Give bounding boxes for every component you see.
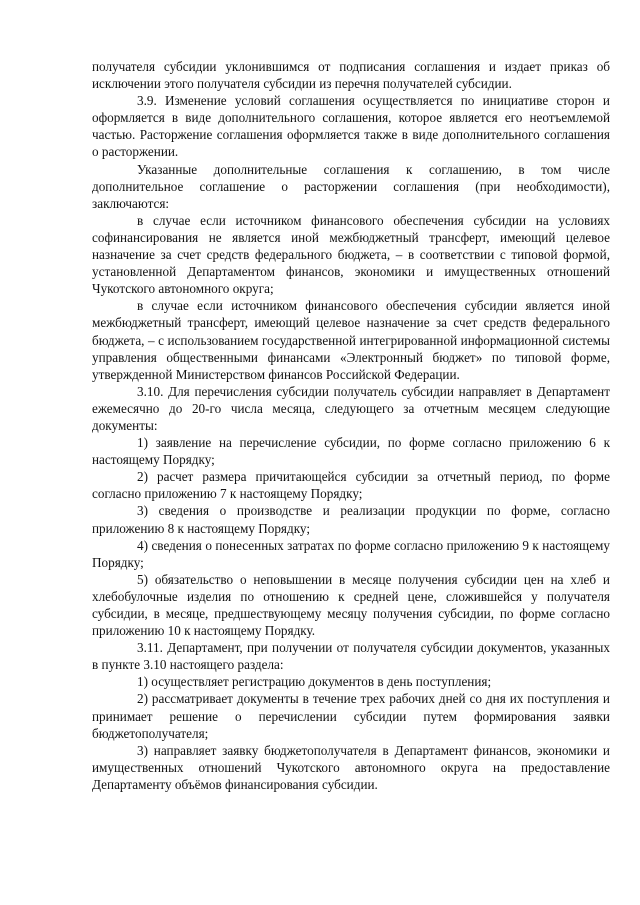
paragraph-case-transfer: в случае если источником финансового обеспечения субсидии является иной межбюджетный трансферт, имеющий целевое назначение за счет средств федерального бюджета, – с использованием государственной интегрированной информационной системы управления общественными финансами «Электронный бюджет» по типовой форме, утвержденной Министерством финансов Российской Федерации.: [92, 298, 610, 382]
paragraph-continuation: получателя субсидии уклонившимся от подписания соглашения и издает приказ об исключении этого получателя субсидии из перечня получателей субсидии.: [92, 59, 610, 92]
list-item-3-10-2: 2) расчет размера причитающейся субсидии за отчетный период, по форме согласно приложению 7 к настоящему Порядку;: [92, 469, 610, 502]
list-item-3-10-4: 4) сведения о понесенных затратах по форме согласно приложению 9 к настоящему Порядку;: [92, 537, 610, 570]
paragraph-additional-agreements: Указанные дополнительные соглашения к соглашению, в том числе дополнительное соглашение о расторжении соглашения (при необходимости), заключаются:: [92, 161, 610, 211]
list-item-3-11-1: 1) осуществляет регистрацию документов в день поступления;: [137, 674, 492, 690]
document-page: [92, 58, 610, 793]
paragraph-3-10: 3.10. Для перечисления субсидии получатель субсидии направляет в Департамент ежемесячно до 20-го числа месяца, следующего за отчетным месяцем следующие документы:: [92, 383, 610, 433]
list-item-3-11-3: 3) направляет заявку бюджетополучателя в Департамент финансов, экономики и имущественных отношений Чукотского автономного округа на предоставление Департаменту объёмов финансирования субсидии.: [92, 742, 610, 792]
paragraph-3-9: 3.9. Изменение условий соглашения осуществляется по инициативе сторон и оформляется в виде дополнительного соглашения, которое является его неотъемлемой частью. Расторжение соглашения оформляется также в виде дополнительного соглашения о расторжении.: [92, 93, 610, 160]
paragraph-3-11: 3.11. Департамент, при получении от получателя субсидии документов, указанных в пункте 3.10 настоящего раздела:: [92, 640, 610, 673]
list-item-3-11-2: 2) рассматривает документы в течение трех рабочих дней со дня их поступления и принимает решение о перечислении субсидии путем формирования заявки бюджетополучателя;: [92, 691, 610, 741]
list-item-3-10-3: 3) сведения о производстве и реализации продукции по форме, согласно приложению 8 к настоящему Порядку;: [92, 503, 610, 536]
paragraph-case-no-transfer: в случае если источником финансового обеспечения субсидии на условиях софинансирования не является иной межбюджетный трансферт, имеющий целевое назначение за счет средств федерального бюджета, – в соответствии с типовой формой, установленной Департаментом финансов, экономики и имущественных отношений Чукотского автономного округа;: [92, 212, 610, 297]
list-item-3-10-1: 1) заявление на перечисление субсидии, по форме согласно приложению 6 к настоящему Порядку;: [92, 435, 610, 468]
list-item-3-10-5: 5) обязательство о неповышении в месяце получения субсидии цен на хлеб и хлебобулочные изделия по отношению к средней цене, сложившейся у получателя субсидии, в месяце, предшествующему месяцу получения субсидии, по форме согласно приложению 10 к настоящему Порядку.: [92, 571, 610, 639]
